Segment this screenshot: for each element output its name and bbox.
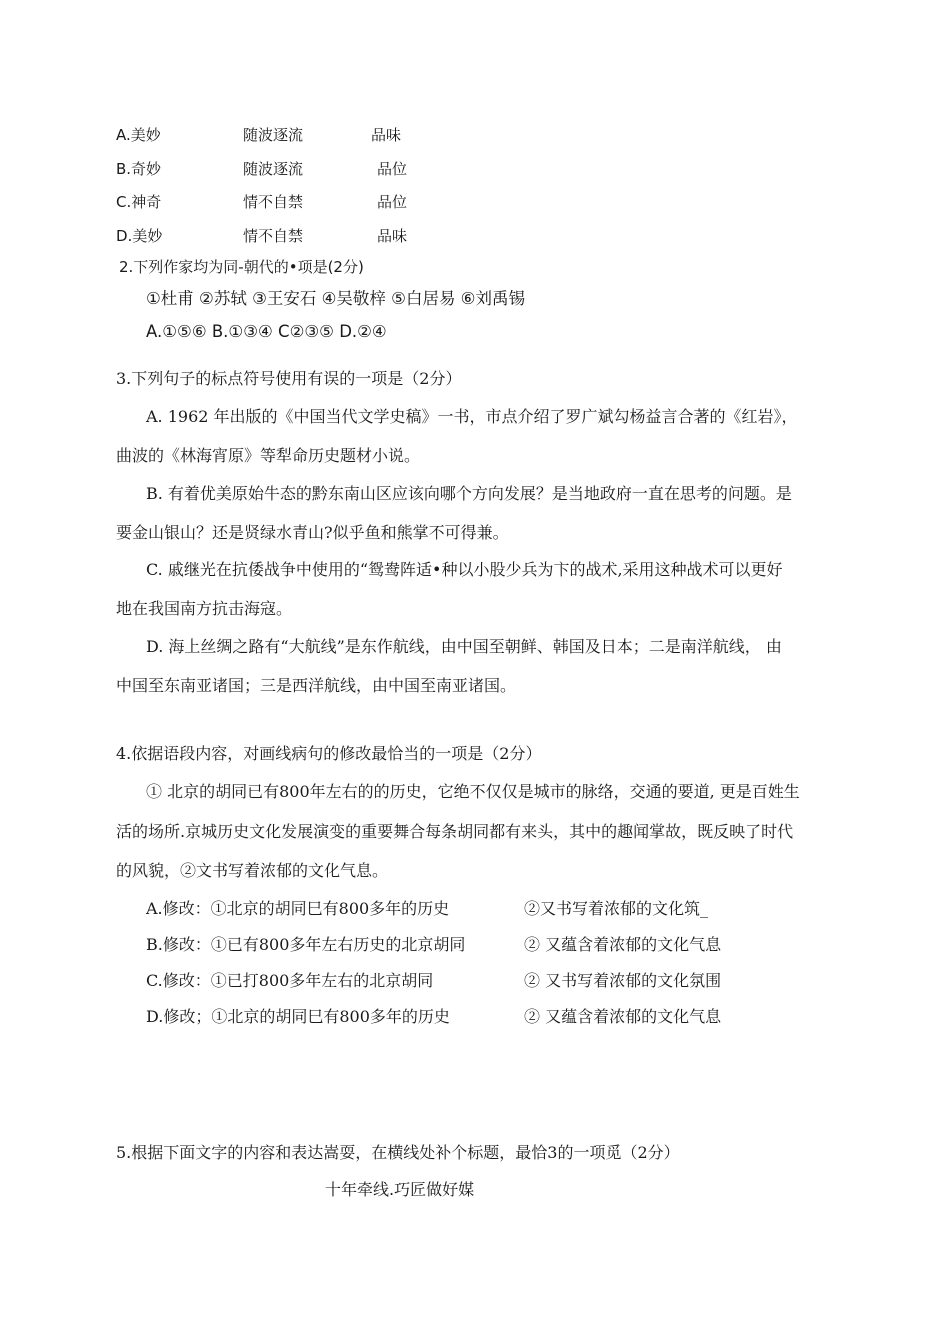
q2-stem: 2.下列作家均为同-朝代的•项是(2分) bbox=[119, 258, 364, 276]
q3-stem: 3.下列句子的标点符号使用有误的一项是（2分） bbox=[116, 369, 462, 388]
q1-option-a-word3: 品味 bbox=[371, 126, 402, 144]
q1-option-a-label: A.美妙 bbox=[116, 126, 161, 144]
q1-option-d-word3: 品味 bbox=[377, 227, 408, 245]
q5-stem: 5.根据下面文字的内容和表达嵩耍，在横线处补个标题，最恰3的一项觅（2分） bbox=[116, 1143, 680, 1162]
q3-option-b-line1: B. 有着优美原始牛态的黔东南山区应该向哪个方向发展？是当地政府一直在思考的问题。是 bbox=[146, 484, 792, 503]
q4-option-c-right: ② 又书写着浓郁的文化氛围 bbox=[524, 971, 722, 990]
q3-option-c-line2: 地在我国南方抗击海寇。 bbox=[116, 599, 293, 618]
q1-option-b-label: B.奇妙 bbox=[116, 160, 162, 178]
q4-option-a-right: ②又书写着浓郁的文化筑_ bbox=[524, 899, 709, 918]
q4-option-b-left: B.修改：①已有800多年左右历史的北京胡同 bbox=[146, 935, 466, 954]
q1-option-a-word2: 随波逐流 bbox=[243, 126, 304, 144]
q3-option-a-line2: 曲波的《林海宵原》等犁命历史题材小说。 bbox=[116, 446, 421, 465]
q3-option-d-line2: 中国至东南亚诸国；三是西洋航线，由中国至南亚诸国。 bbox=[116, 676, 517, 695]
q3-option-a-line1: A. 1962 年出版的《中国当代文学史稿》一书，市点介绍了罗广斌勾杨益言合著的《红岩》， bbox=[146, 407, 798, 426]
q4-passage-line3: 的风貌，②文书写着浓郁的文化气息。 bbox=[116, 861, 389, 880]
q5-passage-title: 十年牵线.巧匠做好媒 bbox=[325, 1180, 475, 1199]
q4-option-b-right: ② 又蕴含着浓郁的文化气息 bbox=[524, 935, 722, 954]
q4-option-c-left: C.修改：①已打800多年左右的北京胡同 bbox=[146, 971, 434, 990]
q4-option-d-left: D.修改；①北京的胡同巳有800多年的历史 bbox=[146, 1007, 450, 1026]
q1-option-b-word3: 品位 bbox=[377, 160, 408, 178]
q1-option-d-label: D.美妙 bbox=[116, 227, 163, 245]
q3-option-c-line1: C. 戚继光在抗倭战争中使用的“鸳鸯阵适•种以小股少兵为卞的战术,采用这种战术可以更好 bbox=[146, 560, 783, 579]
q2-author-list: ①杜甫 ②苏轼 ③王安石 ④吴敬梓 ⑤白居易 ⑥刘禹锡 bbox=[146, 289, 525, 308]
q1-option-c-word3: 品位 bbox=[377, 193, 408, 211]
q4-option-d-right: ② 又蕴含着浓郁的文化气息 bbox=[524, 1007, 722, 1026]
q4-option-a-left: A.修改：①北京的胡同巳有800多年的历史 bbox=[146, 899, 450, 918]
q2-choices: A.①⑤⑥ B.①③④ C②③⑤ D.②④ bbox=[146, 322, 387, 341]
q3-option-d-line1: D. 海上丝绸之路有“大航线”是东作航线，由中国至朝鲜、韩国及日本；二是南洋航线， 由 bbox=[146, 637, 782, 656]
q1-option-b-word2: 随波逐流 bbox=[243, 160, 304, 178]
q3-option-b-line2: 要金山银山？还是贤绿水青山?似乎鱼和熊掌不可得兼。 bbox=[116, 523, 509, 542]
q4-passage-line2: 活的场所.京城历史文化发展演变的重要舞合每条胡同都有来头，其中的趣闻掌故，既反映了时代 bbox=[116, 822, 794, 841]
q1-option-d-word2: 情不自禁 bbox=[243, 227, 304, 245]
q4-passage-line1: ① 北京的胡同已有800年左右的的历史，它绝不仅仅是城市的脉络，交通的要道, 更是百姓生 bbox=[146, 782, 800, 801]
q4-stem: 4.依据语段内容，对画线病句的修改最恰当的一项是（2分） bbox=[116, 744, 542, 763]
q1-option-c-word2: 情不自禁 bbox=[243, 193, 304, 211]
q1-option-c-label: C.神奇 bbox=[116, 193, 162, 211]
